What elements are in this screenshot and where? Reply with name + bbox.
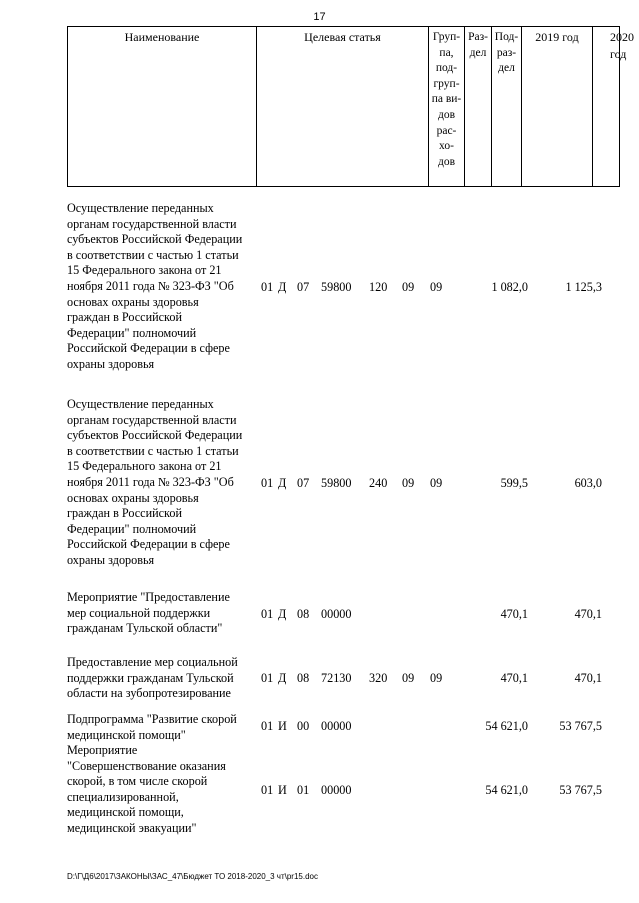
target-subprogram: И	[278, 719, 287, 733]
expense-group: 120	[369, 280, 388, 294]
target-direction: 00000	[321, 719, 352, 733]
amount-2019: 1 082,0	[491, 280, 528, 294]
amount-2020: 470,1	[574, 671, 602, 685]
section: 09	[402, 671, 415, 685]
header-group: Груп- па, под- груп- па ви- дов рас- хо- дов	[428, 27, 464, 186]
amount-2019: 54 621,0	[485, 719, 528, 733]
amount-2019: 470,1	[500, 607, 528, 621]
header-name: Наименование	[124, 30, 200, 44]
target-subprogram: Д	[278, 671, 287, 685]
target-direction: 59800	[321, 280, 352, 294]
target-direction: 00000	[321, 783, 352, 797]
row-name: Осуществление переданных органам государственной власти субъектов Российской Федерации в соответствии с частью 1 статьи 15 Федерального закона от 21 ноября 2011 года № 323-ФЗ "Об основах охраны здоровья граждан в Российской Федерации" полномочий Российской Федерации в сфере охраны здоровья	[67, 201, 243, 371]
expense-group: 240	[369, 476, 388, 490]
header-2020: 2020 год	[592, 27, 621, 186]
subsection: 09	[430, 280, 443, 294]
target-measure: 07	[297, 476, 310, 490]
amount-2020: 53 767,5	[559, 719, 602, 733]
target-program: 01	[261, 280, 274, 294]
section: 09	[402, 280, 415, 294]
target-measure: 08	[297, 607, 310, 621]
amount-2020: 603,0	[574, 476, 602, 490]
amount-2020: 53 767,5	[559, 783, 602, 797]
target-program: 01	[261, 783, 274, 797]
page-number: 17	[313, 11, 326, 23]
target-measure: 00	[297, 719, 310, 733]
target-program: 01	[261, 476, 274, 490]
target-measure: 07	[297, 280, 310, 294]
target-subprogram: Д	[278, 476, 287, 490]
amount-2019: 54 621,0	[485, 783, 528, 797]
expense-group: 320	[369, 671, 388, 685]
target-measure: 08	[297, 671, 310, 685]
target-direction: 72130	[321, 671, 352, 685]
target-program: 01	[261, 719, 274, 733]
header-target: Целевая статья	[256, 27, 428, 186]
row-name: Осуществление переданных органам государственной власти субъектов Российской Федерации в соответствии с частью 1 статьи 15 Федерального закона от 21 ноября 2011 года № 323-ФЗ "Об основах охраны здоровья граждан в Российской Федерации" полномочий Российской Федерации в сфере охраны здоровья	[67, 397, 243, 567]
header-subsection: Под- раз- дел	[491, 27, 521, 186]
row-name: Предоставление мер социальной поддержки гражданам Тульской области на зубопротезирование	[67, 655, 238, 701]
amount-2020: 470,1	[574, 607, 602, 621]
target-direction: 59800	[321, 476, 352, 490]
amount-2019: 599,5	[500, 476, 528, 490]
amount-2020: 1 125,3	[565, 280, 602, 294]
target-subprogram: Д	[278, 607, 287, 621]
section: 09	[402, 476, 415, 490]
file-path-footer: D:\Г\Д6\2017\ЗАКОНЫ\ЗАС_47\Бюджет ТО 2018-2020_3 чт\pr15.doc	[67, 872, 318, 881]
table-header	[67, 26, 634, 187]
row-name: Мероприятие "Предоставление мер социальной поддержки гражданам Тульской области"	[67, 590, 230, 636]
subsection: 09	[430, 671, 443, 685]
header-2019: 2019 год	[521, 27, 592, 186]
target-subprogram: И	[278, 783, 287, 797]
target-program: 01	[261, 671, 274, 685]
target-measure: 01	[297, 783, 310, 797]
target-subprogram: Д	[278, 280, 287, 294]
subsection: 09	[430, 476, 443, 490]
amount-2019: 470,1	[500, 671, 528, 685]
target-direction: 00000	[321, 607, 352, 621]
header-section: Раз- дел	[464, 27, 491, 186]
row-name: Мероприятие "Совершенствование оказания скорой, в том числе скорой специализированной, медицинской помощи, медицинской эвакуации"	[67, 743, 226, 835]
target-program: 01	[261, 607, 274, 621]
row-name: Подпрограмма "Развитие скорой медицинской помощи"	[67, 712, 237, 742]
